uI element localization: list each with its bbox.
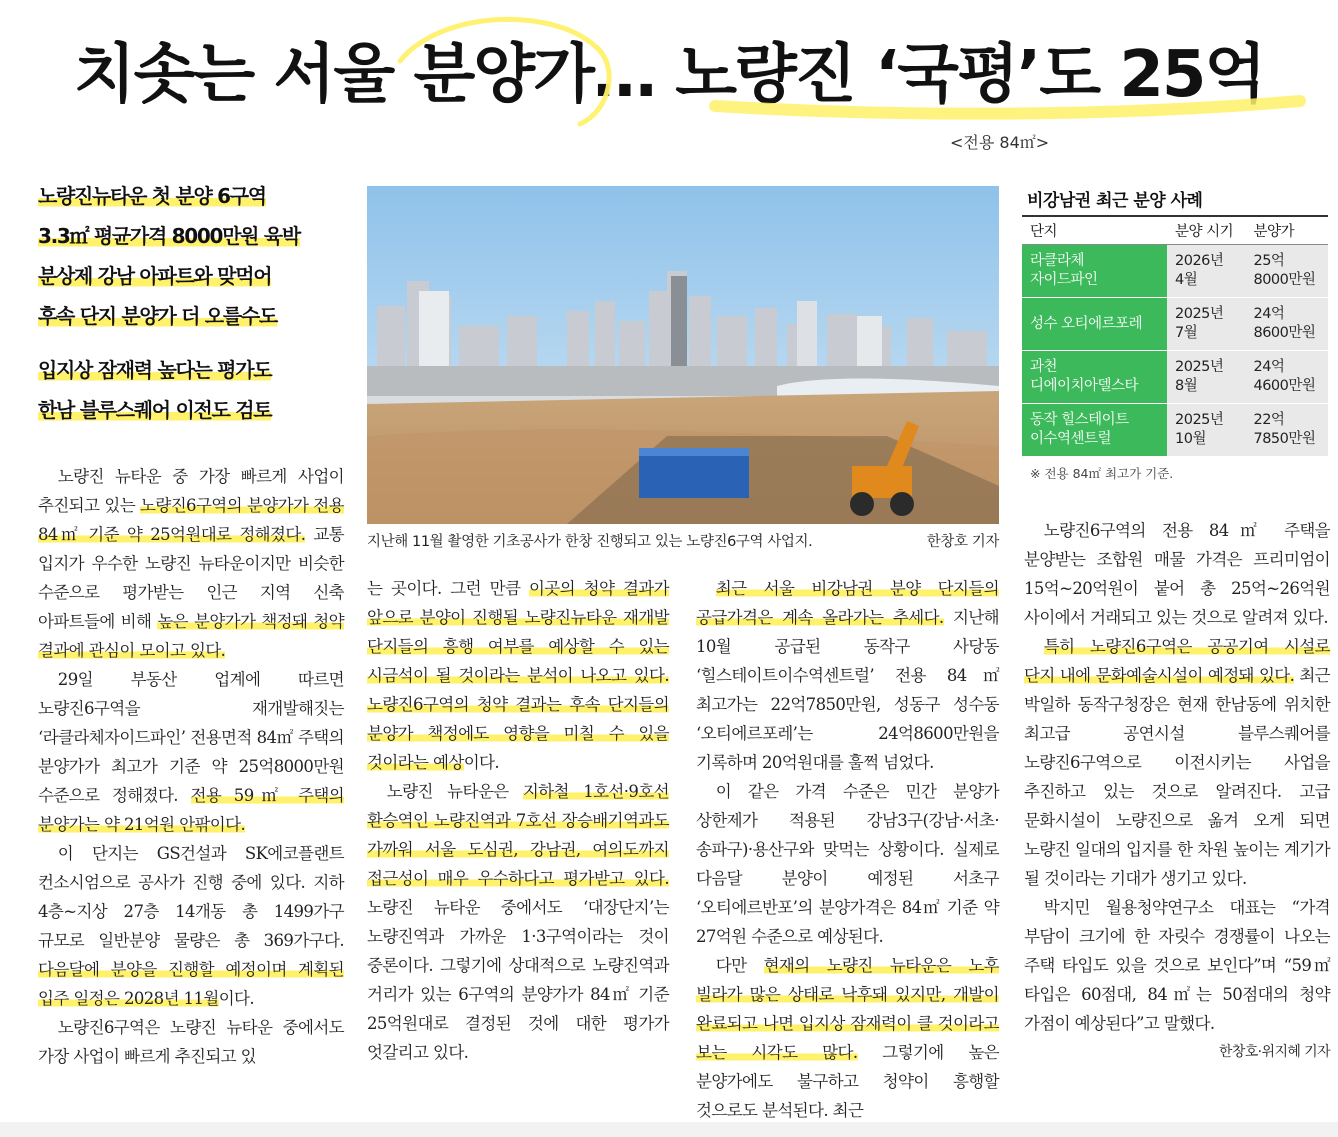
paragraph: 최근 서울 비강남권 분양 단지들의 공급가격은 계속 올라가는 추세다. 지난해 10월 공급된 동작구 사당동 ‘힐스테이트이수역센트럴’ 전용 84㎡ 최고가는 22억7850만원, 성동구 성수동 ‘오티에르포레’는 24억8600만원을 기록하며 20억원대를 훌쩍 넘었다. — [696, 579, 999, 772]
paragraph: 는 곳이다. 그런 만큼 이곳의 청약 결과가 앞으로 분양이 진행될 노량진뉴타운 재개발 단지들의 흥행 여부를 예상할 수 있는 시금석이 될 것이라는 분석이 나오고 있다. 노량진6구역의 청약 결과는 후속 단지들의 분양가 책정에도 영향을 미칠 수 있을 것이라는 예상이다. — [367, 579, 669, 772]
subhead-group-2 — [38, 350, 348, 430]
paragraph: 특히 노량진6구역은 공공기여 시설로 단지 내에 문화예술시설이 예정돼 있다. 최근 박일하 동작구청장은 현재 한남동에 위치한 최고급 공연시설 블루스퀘어를 노량진6구역으로 이전시키는 사업을 추진하고 있는 것으로 알려진다. 고급 문화시설이 노량진으로 옮겨 오게 되면 노량진 일대의 입지를 한 차원 높이는 계기가 될 것이라는 기대가 생기고 있다. — [1024, 637, 1330, 888]
photo-byline: 한창호 기자 — [926, 534, 999, 550]
paragraph: 29일 부동산 업계에 따르면 노량진6구역을 재개발해짓는 ‘라클라체자이드파인’ 전용면적 84㎡ 주택의 분양가가 최고가 기준 약 25억8000만원 수준으로 정해졌다. 전용 59㎡ 주택의 분양가는 약 21억원 안팎이다. — [38, 670, 344, 834]
table-row — [1022, 404, 1328, 457]
sale-price-cell: 25억 8000만원 — [1245, 245, 1328, 298]
sale-date-cell: 2025년 8월 — [1167, 351, 1245, 404]
table-title: 비강남권 최근 분양 사례 — [1027, 191, 1203, 211]
subhead-line: 한남 블루스퀘어 이전도 검토 — [38, 398, 272, 422]
article-byline: 한창호·위지혜 기자 — [1218, 1044, 1330, 1060]
page-bottom-strip — [0, 1122, 1338, 1137]
complex-name-cell: 동작 힐스테이트 이수역센트럴 — [1022, 404, 1167, 457]
paragraph: 다만 현재의 노량진 뉴타운은 노후 빌라가 많은 상태로 낙후돼 있지만, 개발이 완료되고 나면 입지상 잠재력이 클 것이라고 보는 시각도 많다. 그렇기에 높은 분양가에도 불구하고 청약이 흥행할 것으로도 분석된다. 최근 — [696, 956, 1000, 1120]
sales-cases-table — [1022, 215, 1328, 457]
paragraph: 노량진 뉴타운 중 가장 빠르게 사업이 추진되고 있는 노량진6구역의 분양가가 전용 84㎡ 기준 약 25억원대로 정해졌다. 교통 입지가 우수한 노량진 뉴타운이지만 비슷한 수준으로 평가받는 인근 지역 신축 아파트들에 비해 높은 분양가가 책정돼 청약 결과에 관심이 모이고 있다. — [38, 467, 344, 660]
paragraph: 박지민 월용청약연구소 대표는 “가격 부담이 크기에 한 자릿수 경쟁률이 나오는 주택 타입도 있을 것으로 보인다”며 “59㎡ 타입은 60점대, 84㎡는 50점대의 청약 가점이 예상된다”고 말했다. — [1024, 898, 1330, 1033]
subhead-line: 분상제 강남 아파트와 맞먹어 — [38, 264, 272, 288]
subhead-line: 후속 단지 분양가 더 오를수도 — [38, 304, 277, 328]
subhead-line: 노량진뉴타운 첫 분양 6구역 — [38, 184, 266, 208]
sale-price-cell: 24억 8600만원 — [1245, 298, 1328, 351]
paragraph: 이 단지는 GS건설과 SK에코플랜트 컨소시엄으로 공사가 진행 중에 있다. 지하 4층~지상 27층 14개동 총 1499가구 규모로 일반분양 물량은 총 369가구다. 다음달에 분양을 진행할 예정이며 계획된 입주 일정은 2028년 11월이다. — [38, 844, 344, 1008]
construction-site-photo — [367, 186, 999, 524]
table-note: ※ 전용 84㎡ 최고가 기준. — [1030, 466, 1174, 481]
complex-name-cell: 라클라체 자이드파인 — [1022, 245, 1167, 298]
sale-date-cell: 2025년 10월 — [1167, 404, 1245, 457]
headline — [0, 30, 1338, 120]
article-column-2 — [367, 574, 669, 1067]
subhead-line: 입지상 잠재력 높다는 평가도 — [38, 358, 272, 382]
article-column-1 — [38, 462, 344, 1071]
complex-name-cell: 과천 디에이치아델스타 — [1022, 351, 1167, 404]
sale-date-cell: 2025년 7월 — [1167, 298, 1245, 351]
table-row — [1022, 298, 1328, 351]
table-header-row — [1022, 216, 1328, 245]
complex-name-cell: 성수 오티에르포레 — [1022, 298, 1167, 351]
photo-illustration — [367, 186, 999, 524]
table-row — [1022, 245, 1328, 298]
headline-text: 치솟는 서울 분양가… 노량진 ‘국평’도 25억 — [73, 38, 1265, 112]
header-cell: 분양가 — [1245, 216, 1328, 245]
header-cell: 분양 시기 — [1167, 216, 1245, 245]
table-row — [1022, 351, 1328, 404]
sale-price-cell: 22억 7850만원 — [1245, 404, 1328, 457]
sale-price-cell: 24억 4600만원 — [1245, 351, 1328, 404]
sale-date-cell: 2026년 4월 — [1167, 245, 1245, 298]
paragraph: 이 같은 가격 수준은 민간 분양가 상한제가 적용된 강남3구(강남·서초·송파구)·용산구와 맞먹는 상황이다. 실제로 다음달 분양이 예정된 서초구 ‘오티에르반포’의 분양가격은 84㎡ 기준 약 27억원 수준으로 예상된다. — [696, 782, 999, 946]
paragraph: 노량진6구역의 전용 84㎡ 주택을 분양받는 조합원 매물 가격은 프리미엄이 15억~20억원이 붙어 총 25억~26억원 사이에서 거래되고 있는 것으로 알려져 있다. — [1024, 521, 1330, 627]
subhead-line: 3.3㎡ 평균가격 8000만원 육박 — [38, 224, 300, 248]
paragraph: 노량진 뉴타운은 지하철 1호선·9호선 환승역인 노량진역과 7호선 장승배기역과도 가까워 서울 도심권, 강남권, 여의도까지 접근성이 매우 우수하다고 평가받고 있다. 노량진 뉴타운 중에서도 ‘대장단지’는 노량진역과 가까운 1·3구역이라는 것이 중론이다. 그렇기에 상대적으로 노량진역과 거리가 있는 6구역의 분양가가 84㎡ 기준 25억원대로 결정된 것에 대한 평가가 엇갈리고 있다. — [367, 782, 669, 1062]
article-column-3 — [696, 574, 999, 1125]
photo-caption — [367, 530, 999, 551]
header-cell: 단지 — [1022, 216, 1167, 245]
paragraph: 노량진6구역은 노량진 뉴타운 중에서도 가장 사업이 빠르게 추진되고 있 — [38, 1018, 344, 1066]
article-column-4 — [1024, 516, 1330, 1067]
caption-text: 지난해 11월 촬영한 기초공사가 한창 진행되고 있는 노량진6구역 사업지. — [367, 534, 813, 550]
subhead-group-1 — [38, 176, 348, 336]
headline-note: <전용 84㎡> — [950, 133, 1050, 152]
